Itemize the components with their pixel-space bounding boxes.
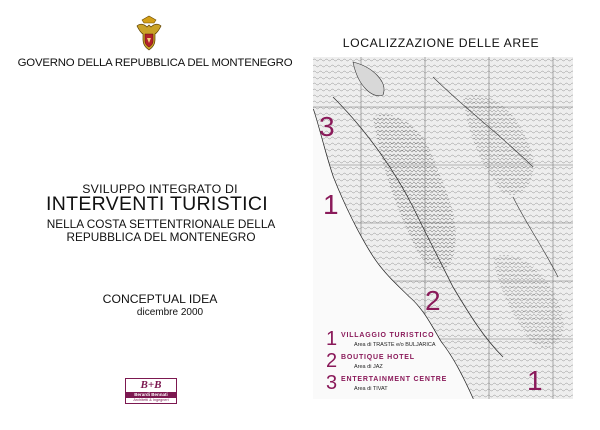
legend-num-1: 1 — [326, 328, 338, 350]
coat-of-arms-icon — [134, 14, 164, 52]
map-drawing — [313, 57, 573, 399]
conceptual-idea-label: CONCEPTUAL IDEA — [102, 292, 218, 306]
legend-sub-3: Area di TIVAT — [354, 386, 388, 392]
map-section-title: LOCALIZZAZIONE DELLE AREE — [342, 36, 540, 50]
legend-num-3: 3 — [326, 372, 338, 394]
document-date: dicembre 2000 — [136, 307, 204, 318]
map-marker-1-north: 1 — [323, 189, 339, 220]
title-line-3: NELLA COSTA SETTENTRIONALE DELLA — [46, 217, 276, 231]
firm-logo-subtitle: Architetti & Ingegneri — [133, 398, 169, 402]
map-marker-1-south: 1 — [527, 365, 543, 396]
title-line-1: SVILUPPO INTEGRATO DI — [82, 182, 238, 196]
map-marker-2: 2 — [425, 285, 441, 316]
legend-title-2: BOUTIQUE HOTEL — [341, 354, 415, 361]
title-line-4: REPUBBLICA DEL MONTENEGRO — [66, 230, 256, 244]
firm-logo-name: Berardi Bennati — [126, 392, 176, 398]
legend-sub-2: Area di JAZ — [354, 364, 383, 370]
legend-sub-1: Area di TRASTE e/o BULJARICA — [354, 342, 436, 348]
legend-title-3: ENTERTAINMENT CENTRE — [341, 376, 448, 383]
firm-logo — [125, 378, 177, 404]
firm-logo-mark: B+B — [140, 379, 162, 391]
legend-title-1: VILLAGGIO TURISTICO — [341, 332, 435, 339]
title-main: INTERVENTI TURISTICI — [46, 193, 268, 215]
title-subtitle — [30, 218, 292, 244]
map-marker-3: 3 — [319, 111, 335, 142]
government-heading: GOVERNO DELLA REPUBBLICA DEL MONTENEGRO — [17, 57, 293, 69]
legend-num-2: 2 — [326, 350, 338, 372]
topographic-map — [313, 57, 573, 399]
